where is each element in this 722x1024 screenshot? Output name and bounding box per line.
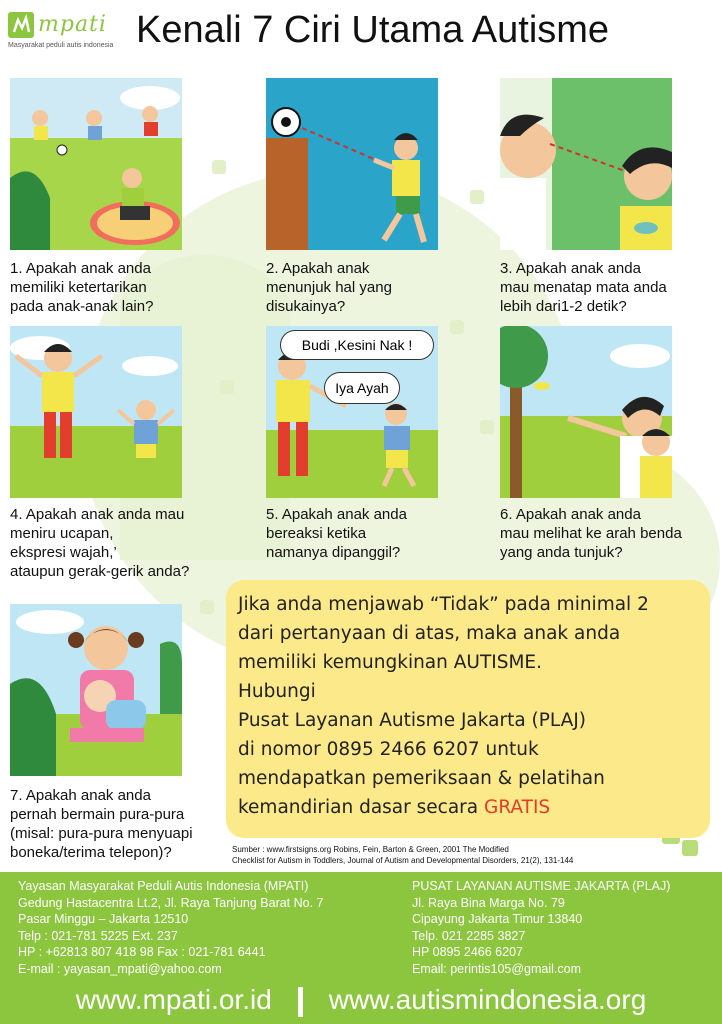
logo-badge-icon	[8, 12, 34, 38]
footer	[0, 872, 722, 1024]
logo-name: mpati	[38, 12, 107, 37]
panel-3-illustration	[500, 78, 672, 250]
mpati-logo	[8, 12, 128, 60]
question-4: 4. Apakah anak anda mau meniru ucapan, ekspresi wajah,’ ataupun gerak-gerik anda?	[10, 506, 190, 580]
contact-callout	[226, 580, 710, 838]
mpati-website-link[interactable]: www.mpati.or.id	[75, 984, 272, 1015]
panel-6-illustration	[500, 326, 672, 498]
logo-tagline: Masyarakat peduli autis indonesia	[8, 42, 114, 49]
footer-mpati-contact: Yayasan Masyarakat Peduli Autis Indonesia (MPATI) Gedung Hastacentra Lt.2, Jl. Raya Tanjung Barat No. 7 Pasar Minggu – Jakarta 12510 Telp : 021-781 5225 Ext. 237 HP : +62813 807 418 98 Fax : 021-781 6441 E-mail : yayasan_mpati@yahoo.com	[18, 879, 324, 976]
source-citation: Sumber : www.firstsigns.org Robins, Fein, Barton & Green, 2001 The Modified Checklist for Autism in Toddlers, Journal of Autism and Developmental Disorders, 21(2), 131-144	[232, 845, 574, 865]
question-6: 6. Apakah anak anda mau melihat ke arah benda yang anda tunjuk?	[500, 506, 682, 561]
autism-indonesia-website-link[interactable]: www.autismindonesia.org	[328, 984, 647, 1015]
footer-plaj-contact: PUSAT LAYANAN AUTISME JAKARTA (PLAJ) Jl. Raya Bina Marga No. 79 Cipayung Jakarta Timur 13840 Telp. 021 2285 3827 HP 0895 2466 6207 Email: perintis105@gmail.com	[412, 879, 671, 976]
panel-1-illustration	[10, 78, 182, 250]
question-1: 1. Apakah anak anda memiliki ketertarikan pada anak-anak lain?	[10, 260, 154, 315]
question-7: 7. Apakah anak anda pernah bermain pura-pura (misal: pura-pura menyuapi boneka/terima telepon)?	[10, 787, 193, 861]
panel-4-illustration	[10, 326, 182, 498]
speech-bubble-father: Budi ,Kesini Nak !	[280, 330, 434, 360]
speech-bubble-child: Iya Ayah	[324, 372, 400, 404]
question-3: 3. Apakah anak anda mau menatap mata anda lebih dari1-2 detik?	[500, 260, 667, 315]
callout-highlight: GRATIS	[483, 797, 551, 818]
footer-urls	[0, 982, 722, 1018]
panel-7-illustration	[10, 604, 182, 776]
panel-2-illustration	[266, 78, 438, 250]
question-5: 5. Apakah anak anda bereaksi ketika namanya dipanggil?	[266, 506, 407, 561]
url-divider	[298, 987, 303, 1017]
callout-text: Jika anda menjawab “Tidak” pada minimal 2 dari pertanyaan di atas, maka anak anda memiliki kemungkinan AUTISME. Hubungi Pusat Layanan Autisme Jakarta (PLAJ) di nomor 0895 2466 6207 untuk mendapatkan pemeriksaan & pelatihan kemandirian dasar secara GRATIS	[238, 594, 649, 818]
question-2: 2. Apakah anak menunjuk hal yang disukainya?	[266, 260, 392, 315]
page-title: Kenali 7 Ciri Utama Autisme	[136, 9, 610, 51]
